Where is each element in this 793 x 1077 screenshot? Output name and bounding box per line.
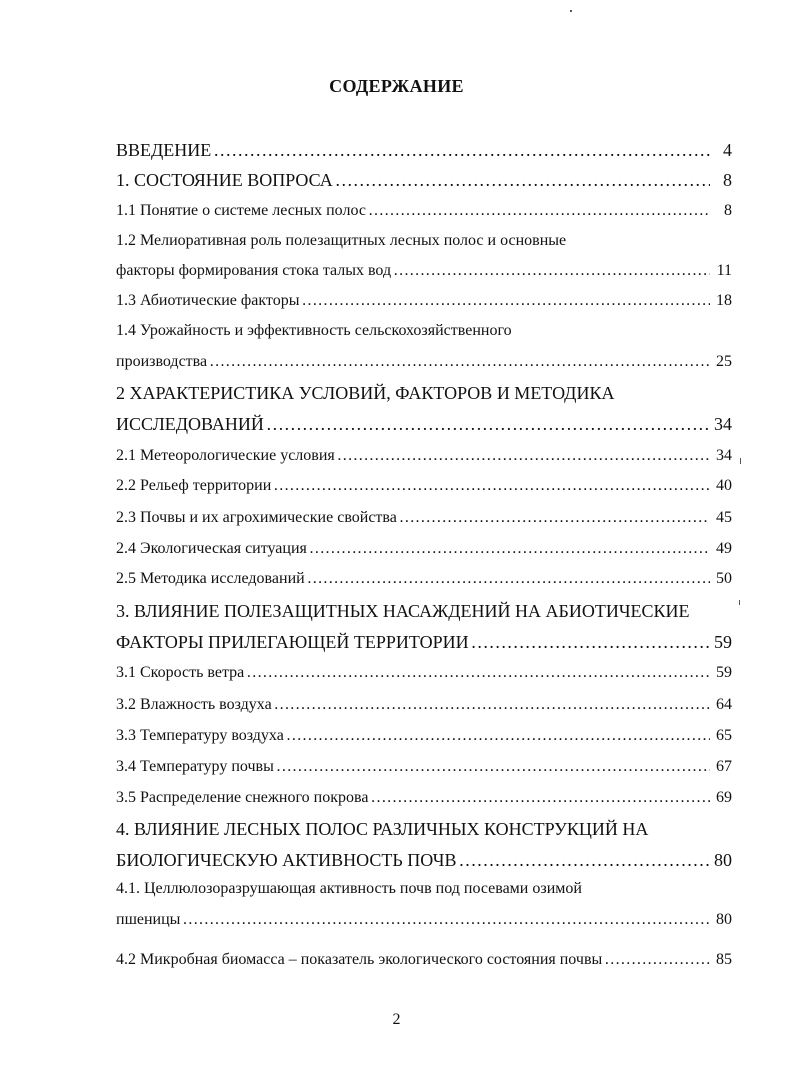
toc-entry-title: ИССЛЕДОВАНИЙ	[116, 414, 264, 434]
dot-leader	[471, 630, 710, 654]
toc-entry	[116, 817, 732, 841]
toc-entry-page: 80	[714, 850, 732, 870]
toc-entry	[116, 319, 732, 343]
dot-leader	[399, 506, 710, 530]
toc-entry	[116, 259, 732, 283]
toc-entry	[116, 724, 732, 748]
toc-entry-title: БИОЛОГИЧЕСКУЮ АКТИВНОСТЬ ПОЧВ	[116, 850, 457, 870]
dot-leader	[286, 724, 710, 748]
toc-entry	[116, 168, 732, 192]
toc-entry	[116, 138, 732, 162]
dot-leader	[335, 168, 710, 192]
toc-entry-title: производства	[116, 353, 208, 370]
toc-entry-title: 4.1. Целлюлозоразрушающая активность почв под посевами озимой	[116, 880, 582, 897]
toc-entry-title: ФАКТОРЫ ПРИЛЕГАЮЩЕЙ ТЕРРИТОРИИ	[116, 632, 469, 652]
toc-entry-title: 1.3 Абиотические факторы	[116, 292, 300, 309]
dot-leader	[276, 755, 710, 779]
toc-entry-page: 8	[723, 170, 732, 190]
dot-leader	[309, 537, 710, 561]
toc-entry-page: 45	[716, 509, 732, 526]
toc-entry-page: 34	[716, 447, 732, 464]
toc-entry	[116, 693, 732, 717]
toc-entry-page: 25	[716, 353, 732, 370]
toc-entry-title: 1. СОСТОЯНИЕ ВОПРОСА	[116, 170, 333, 190]
dot-leader	[182, 908, 710, 932]
toc-entry-title: 1.4 Урожайность и эффективность сельскохозяйственного	[116, 322, 512, 339]
dot-leader	[368, 199, 710, 223]
toc-entry	[116, 444, 732, 468]
toc-entry-page: 8	[724, 202, 732, 219]
toc-entry-title: 3. ВЛИЯНИЕ ПОЛЕЗАЩИТНЫХ НАСАЖДЕНИЙ НА АБИОТИЧЕСКИЕ	[116, 601, 690, 621]
toc-entry-title: 2.2 Рельеф территории	[116, 477, 272, 494]
dot-leader	[458, 848, 710, 872]
toc-entry-title: пшеницы	[116, 911, 181, 928]
toc-entry-page: 59	[716, 664, 732, 681]
dot-leader	[246, 661, 710, 685]
toc-entry	[116, 786, 732, 810]
toc-entry	[116, 630, 732, 654]
toc-entry-title: 2.5 Методика исследований	[116, 570, 305, 587]
toc-entry-page: 50	[716, 570, 732, 587]
dot-leader	[393, 259, 710, 283]
toc-entry-page: 11	[716, 262, 732, 279]
toc-entry-page: 67	[716, 758, 732, 775]
toc-entry	[116, 599, 732, 623]
toc-entry-title: 3.5 Распределение снежного покрова	[116, 789, 369, 806]
toc-entry	[116, 381, 732, 405]
toc-entry-title: ВВЕДЕНИЕ	[116, 140, 212, 160]
toc-entry	[116, 661, 732, 685]
dot-leader	[266, 412, 710, 436]
toc-entry-page: 59	[714, 632, 732, 652]
toc-entry-page: 64	[716, 696, 732, 713]
toc-entry-title: факторы формирования стока талых вод	[116, 262, 392, 279]
toc-entry	[116, 948, 732, 972]
toc-entry-page: 85	[716, 951, 732, 968]
toc-entry-page: 49	[716, 540, 732, 557]
toc-entry-title: 3.1 Скорость ветра	[116, 664, 245, 681]
dot-leader	[337, 444, 710, 468]
toc-entry	[116, 199, 732, 223]
toc-entry-title: 2.3 Почвы и их агрохимические свойства	[116, 509, 397, 526]
toc-entry	[116, 877, 732, 901]
toc-entry-title: 3.3 Температуру воздуха	[116, 727, 284, 744]
toc-entry	[116, 537, 732, 561]
toc-entry	[116, 848, 732, 872]
scan-speck	[570, 10, 572, 12]
toc-entry-title: 1.2 Мелиоративная роль полезащитных лесных полос и основные	[116, 232, 567, 249]
page-number: 2	[392, 1011, 401, 1028]
toc-entry	[116, 755, 732, 779]
scan-speck	[740, 458, 741, 464]
toc-entry-page: 4	[723, 140, 732, 160]
toc-entry-title: 4. ВЛИЯНИЕ ЛЕСНЫХ ПОЛОС РАЗЛИЧНЫХ КОНСТРУКЦИЙ НА	[116, 819, 649, 839]
scan-speck	[739, 600, 740, 605]
dot-leader	[274, 693, 710, 717]
toc-entry-page: 65	[716, 727, 732, 744]
dot-leader	[273, 474, 710, 498]
toc-entry-title: 2.1 Метеорологические условия	[116, 447, 335, 464]
toc-entry-page: 34	[714, 414, 732, 434]
dot-leader	[213, 138, 710, 162]
dot-leader	[604, 948, 710, 972]
toc-entry	[116, 229, 732, 253]
toc-entry-title: 3.2 Влажность воздуха	[116, 696, 272, 713]
toc-entry	[116, 412, 732, 436]
toc-entry-page: 40	[716, 477, 732, 494]
toc-entry-title: 3.4 Температуру почвы	[116, 758, 274, 775]
toc-entry-title: 4.2 Микробная биомасса – показатель экологического состояния почвы	[116, 951, 603, 968]
dot-leader	[301, 289, 710, 313]
toc-entry-page: 69	[716, 789, 732, 806]
toc-entry	[116, 506, 732, 530]
toc-entry-page: 80	[716, 911, 732, 928]
dot-leader	[209, 350, 710, 374]
dot-leader	[307, 567, 710, 591]
toc-entry-title: 2 ХАРАКТЕРИСТИКА УСЛОВИЙ, ФАКТОРОВ И МЕТОДИКА	[116, 383, 615, 403]
toc-entry	[116, 289, 732, 313]
toc-entry	[116, 350, 732, 374]
toc-entry	[116, 908, 732, 932]
toc-entry-title: 1.1 Понятие о системе лесных полос	[116, 202, 366, 219]
toc-entry	[116, 567, 732, 591]
dot-leader	[370, 786, 710, 810]
toc-entry-title: 2.4 Экологическая ситуация	[116, 540, 307, 557]
toc-entry-page: 18	[716, 292, 732, 309]
page-title: СОДЕРЖАНИЕ	[329, 76, 464, 96]
toc-entry	[116, 474, 732, 498]
